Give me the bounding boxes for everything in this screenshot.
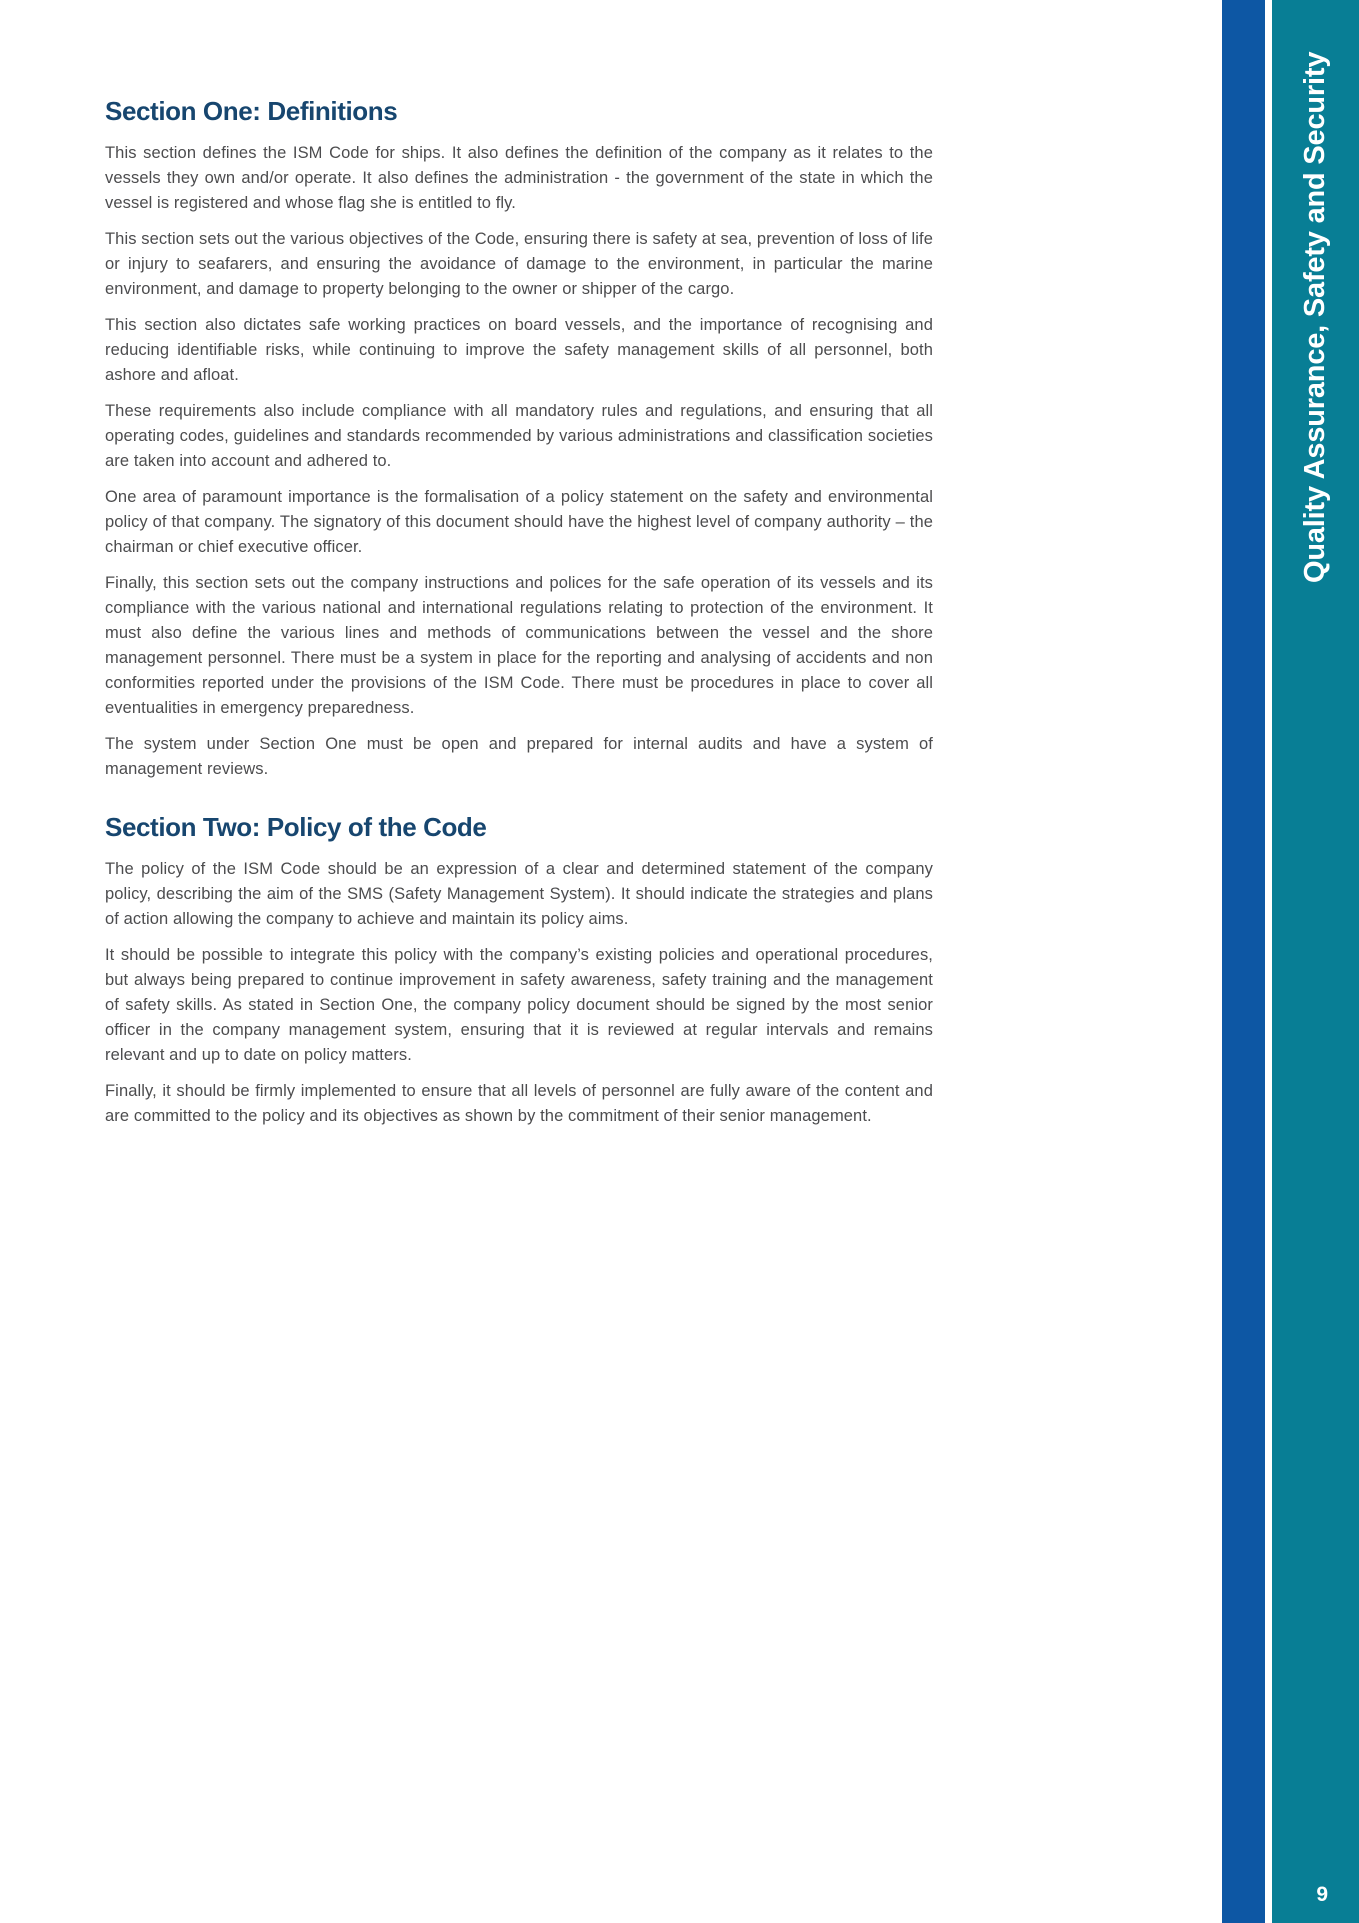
section-one: [105, 96, 933, 782]
section-two-paragraph-3: Finally, it should be firmly implemented to ensure that all levels of personnel are fully aware of the content and are committed to the policy and its objectives as shown by the commitment of their senior management.: [105, 1082, 933, 1125]
section-two: [105, 812, 933, 1129]
page-number: 9: [1316, 1883, 1328, 1906]
section-one-paragraph-1: This section defines the ISM Code for ships. It also defines the definition of the company as it relates to the vessels they own and/or operate. It also defines the administration - the government of the state in which the vessel is registered and whose flag she is entitled to fly.: [105, 144, 933, 212]
section-two-paragraph-2: It should be possible to integrate this policy with the company’s existing policies and operational procedures, but always being prepared to continue improvement in safety awareness, safety training and the management of safety skills. As stated in Section One, the company policy document should be signed by the most senior officer in the company management system, ensuring that it is reviewed at regular intervals and remains relevant and up to date on policy matters.: [105, 946, 933, 1064]
section-one-title: Section One: Definitions: [105, 96, 398, 126]
section-two-title: Section Two: Policy of the Code: [105, 812, 487, 842]
section-one-paragraph-4: These requirements also include compliance with all mandatory rules and regulations, and ensuring that all operating codes, guidelines and standards recommended by various administrations and classification societies are taken into account and adhered to.: [105, 402, 933, 470]
section-one-paragraph-6: Finally, this section sets out the company instructions and polices for the safe operation of its vessels and its compliance with the various national and international regulations relating to protection of the environment. It must also define the various lines and methods of communications between the vessel and the shore management personnel. There must be a system in place for the reporting and analysing of accidents and non conformities reported under the provisions of the ISM Code. There must be procedures in place to cover all eventualities in emergency preparedness.: [105, 574, 933, 717]
section-one-paragraph-2: This section sets out the various objectives of the Code, ensuring there is safety at sea, prevention of loss of life or injury to seafarers, and ensuring the avoidance of damage to the environment, in particular the marine environment, and damage to property belonging to the owner or shipper of the cargo.: [105, 230, 933, 298]
section-one-paragraph-3: This section also dictates safe working practices on board vessels, and the importance of recognising and reducing identifiable risks, while continuing to improve the safety management skills of all personnel, both ashore and afloat.: [105, 316, 933, 384]
section-one-paragraph-7: The system under Section One must be open and prepared for internal audits and have a system of management reviews.: [105, 735, 933, 778]
page-content: [105, 96, 933, 1140]
section-two-paragraph-1: The policy of the ISM Code should be an expression of a clear and determined statement of the company policy, describing the aim of the SMS (Safety Management System). It should indicate the strategies and plans of action allowing the company to achieve and maintain its policy aims.: [105, 860, 933, 928]
section-one-paragraph-5: One area of paramount importance is the formalisation of a policy statement on the safety and environmental policy of that company. The signatory of this document should have the highest level of company authority – the chairman or chief executive officer.: [105, 488, 933, 556]
chapter-sidebar-tab: [1272, 0, 1359, 1923]
chapter-title-vertical-label: Quality Assurance, Safety and Security: [1299, 51, 1331, 584]
blue-divider-bar: [1222, 0, 1265, 1923]
